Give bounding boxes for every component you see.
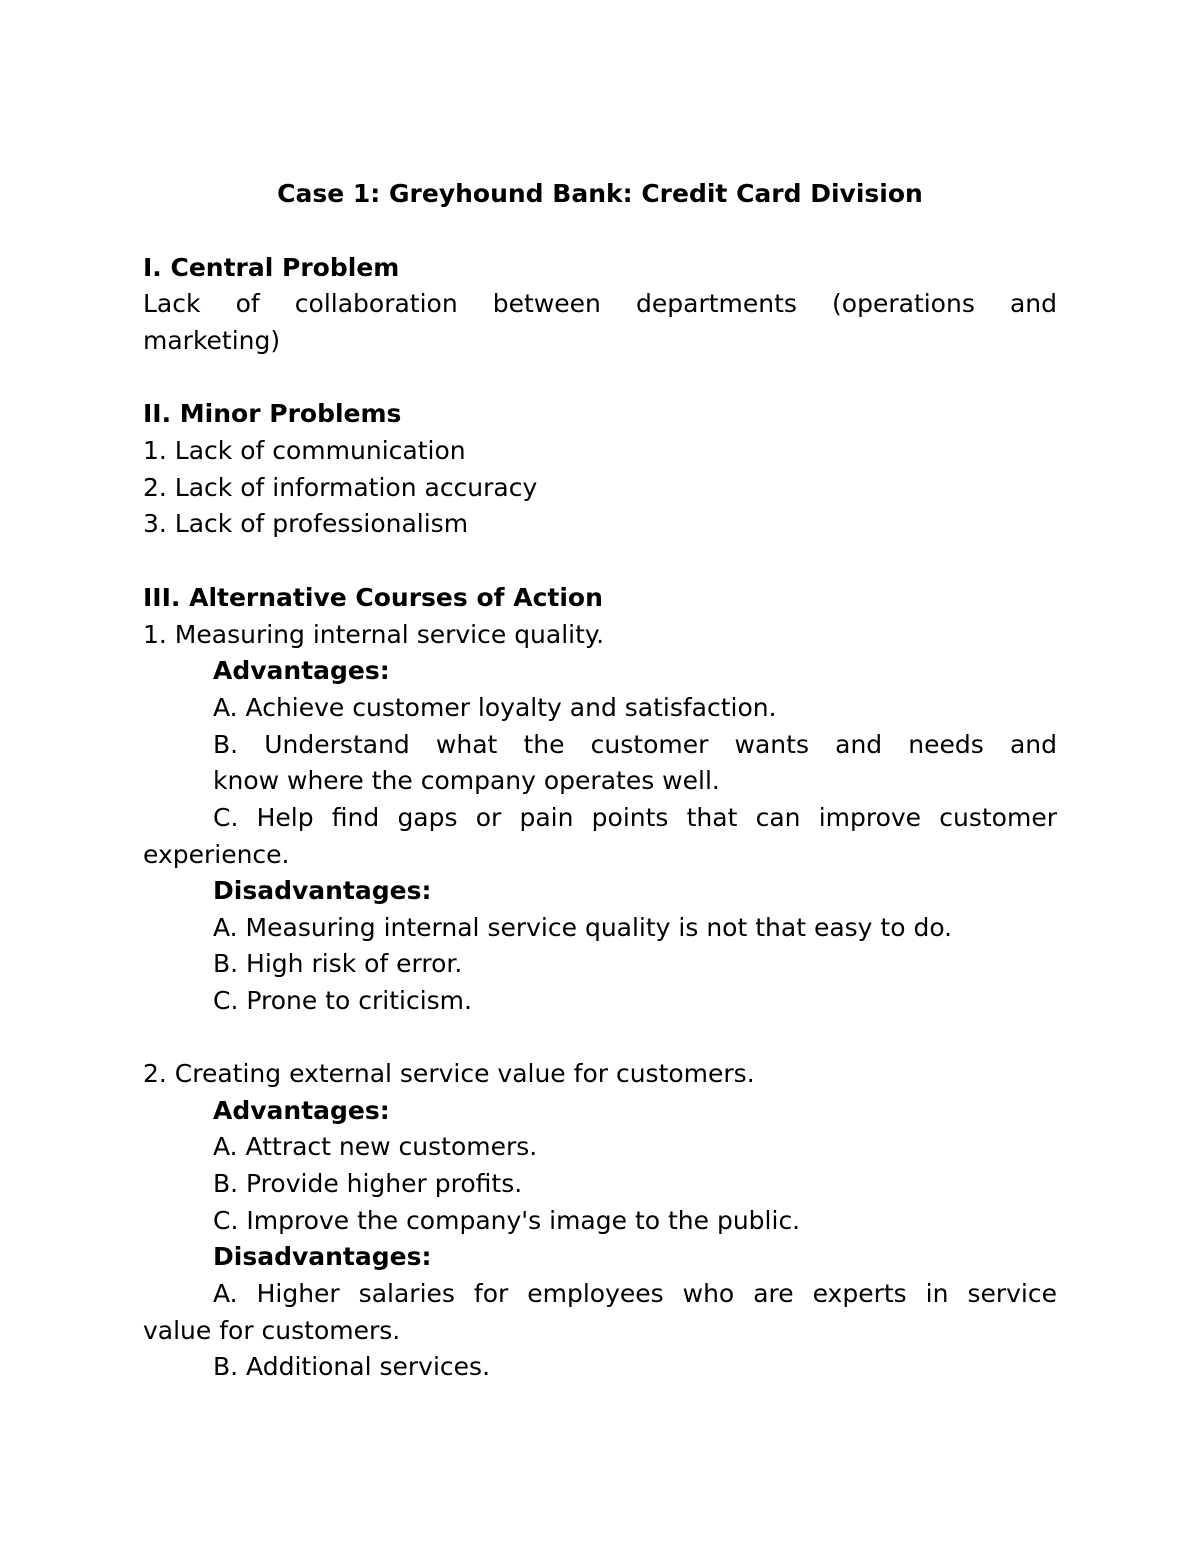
option-2-advantage-item: B. Provide higher profits.	[213, 1169, 523, 1198]
minor-problem-item: 1. Lack of communication	[143, 436, 466, 465]
option-2-advantage-item: A. Attract new customers.	[213, 1132, 538, 1161]
minor-problems-heading: II. Minor Problems	[143, 399, 402, 428]
option-1-disadvantage-item: B. High risk of error.	[213, 949, 463, 978]
option-2-disadvantage-item: A. Higher salaries for employees who are experts in service	[213, 1279, 1057, 1308]
option-1-advantage-item: A. Achieve customer loyalty and satisfaction.	[213, 693, 777, 722]
option-1-title: 1. Measuring internal service quality.	[143, 620, 605, 649]
central-problem-text-line-2: marketing)	[143, 326, 281, 355]
alternatives-heading: III. Alternative Courses of Action	[143, 583, 603, 612]
option-1-disadvantage-item: C. Prone to criticism.	[213, 986, 472, 1015]
option-1-advantage-item: experience.	[143, 840, 290, 869]
minor-problem-item: 3. Lack of professionalism	[143, 509, 469, 538]
option-1-advantage-item: know where the company operates well.	[213, 766, 720, 795]
document-title: Case 1: Greyhound Bank: Credit Card Division	[277, 179, 923, 208]
minor-problem-item: 2. Lack of information accuracy	[143, 473, 538, 502]
option-2-disadvantages-label: Disadvantages:	[213, 1242, 432, 1271]
central-problem-text-line-1: Lack of collaboration between departments (operations and	[143, 289, 1057, 318]
option-1-advantages-label: Advantages:	[213, 656, 390, 685]
option-2-disadvantage-item: B. Additional services.	[213, 1352, 491, 1381]
option-2-advantage-item: C. Improve the company's image to the public.	[213, 1206, 801, 1235]
option-1-advantage-item: C. Help find gaps or pain points that can improve customer	[213, 803, 1057, 832]
option-2-disadvantage-item: value for customers.	[143, 1316, 401, 1345]
central-problem-heading: I. Central Problem	[143, 253, 400, 282]
option-1-advantage-item: B. Understand what the customer wants and needs and	[213, 730, 1057, 759]
option-1-disadvantages-label: Disadvantages:	[213, 876, 432, 905]
option-1-disadvantage-item: A. Measuring internal service quality is not that easy to do.	[213, 913, 953, 942]
option-2-title: 2. Creating external service value for customers.	[143, 1059, 755, 1088]
option-2-advantages-label: Advantages:	[213, 1096, 390, 1125]
